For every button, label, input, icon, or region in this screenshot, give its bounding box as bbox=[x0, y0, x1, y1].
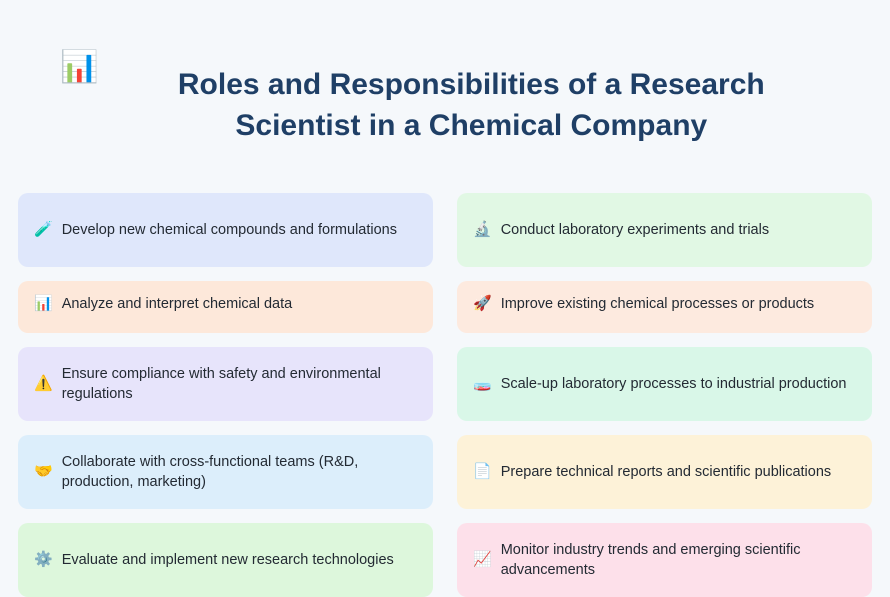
handshake-icon: 🤝 bbox=[34, 463, 53, 481]
rocket-icon: 🚀 bbox=[473, 294, 492, 312]
document-icon: 📄 bbox=[473, 463, 492, 481]
list-item-label: Prepare technical reports and scientific publications bbox=[500, 463, 832, 480]
list-item bbox=[18, 347, 433, 421]
responsibility-grid bbox=[18, 193, 872, 597]
list-item-label: Monitor industry trends and emerging scientific advancements bbox=[500, 541, 801, 578]
list-item bbox=[457, 193, 872, 267]
chart-increasing-icon: 📈 bbox=[473, 551, 492, 569]
list-item-label: Collaborate with cross-functional teams (R&D, production, marketing) bbox=[61, 453, 359, 490]
microscope-icon: 🔬 bbox=[473, 221, 492, 239]
list-item bbox=[18, 523, 433, 597]
list-item-label: Scale-up laboratory processes to industrial production bbox=[500, 375, 847, 392]
test-tube-icon: 🧫 bbox=[473, 375, 492, 393]
bar-chart-icon: 📊 bbox=[60, 49, 99, 84]
column-left bbox=[18, 193, 433, 597]
list-item-label: Conduct laboratory experiments and trials bbox=[500, 221, 770, 238]
list-item-label: Evaluate and implement new research technologies bbox=[61, 551, 394, 568]
list-item bbox=[457, 347, 872, 421]
list-item-label: Analyze and interpret chemical data bbox=[61, 295, 293, 312]
list-item bbox=[18, 193, 433, 267]
list-item bbox=[18, 435, 433, 509]
list-item bbox=[457, 281, 872, 333]
warning-icon: ⚠️ bbox=[34, 375, 53, 393]
column-right bbox=[457, 193, 872, 597]
bar-chart-icon: 📊 bbox=[34, 294, 53, 312]
page-title: Roles and Responsibilities of a Research Scientist in a Chemical Company bbox=[177, 68, 765, 143]
flask-icon: 🧪 bbox=[34, 221, 53, 239]
list-item bbox=[18, 281, 433, 333]
list-item bbox=[457, 523, 872, 597]
list-item-label: Develop new chemical compounds and formulations bbox=[61, 221, 397, 238]
page-header bbox=[0, 0, 890, 167]
list-item-label: Improve existing chemical processes or products bbox=[500, 295, 815, 312]
list-item bbox=[457, 435, 872, 509]
gear-icon: ⚙️ bbox=[34, 551, 53, 569]
list-item-label: Ensure compliance with safety and environmental regulations bbox=[61, 365, 381, 402]
